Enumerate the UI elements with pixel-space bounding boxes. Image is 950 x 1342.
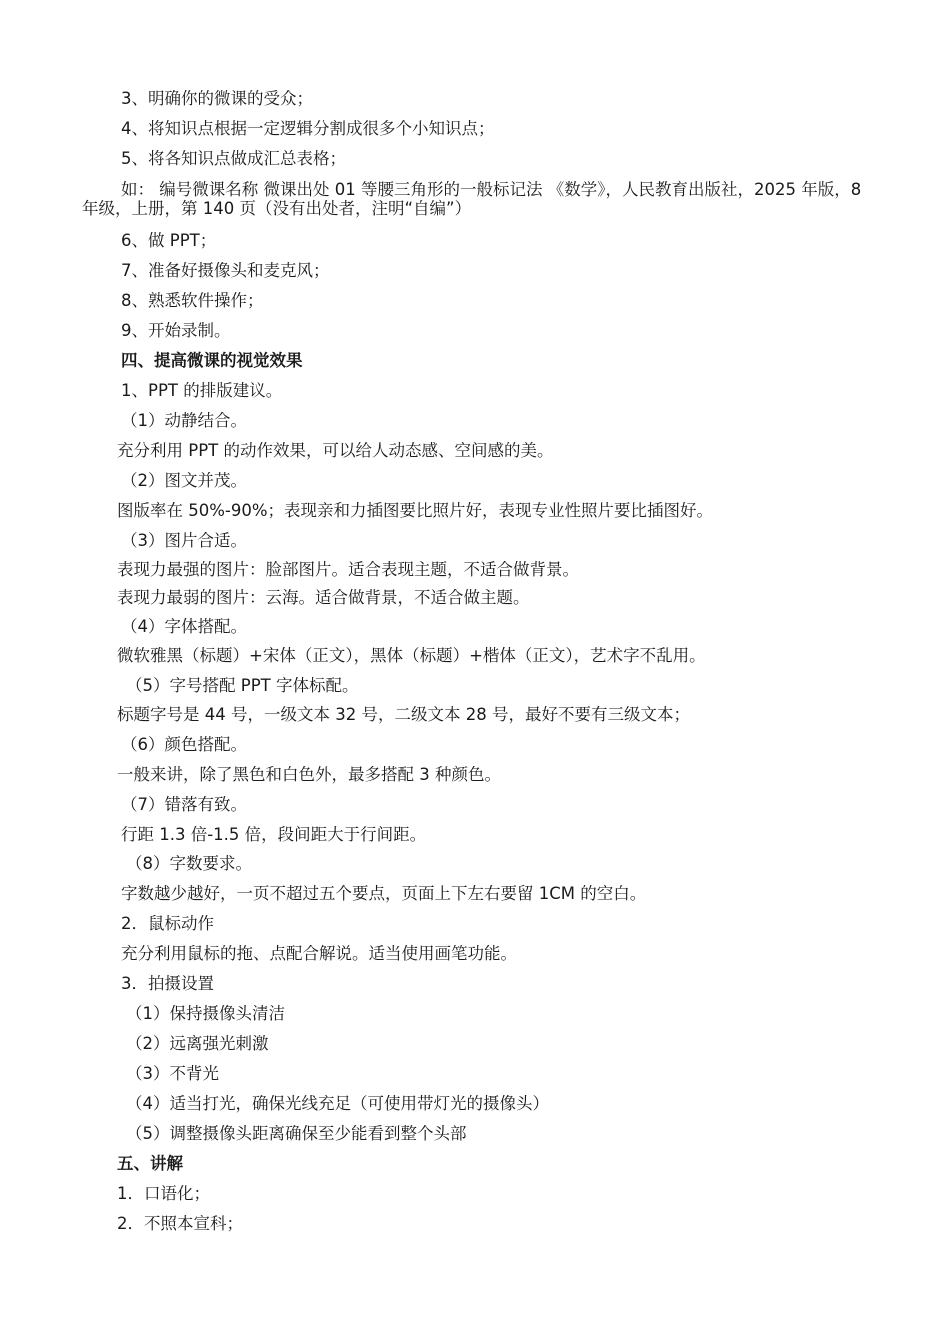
text-word-count: 字数越少越好，一页不超过五个要点，页面上下左右要留 1CM 的空白。 — [121, 884, 647, 903]
item-dynamic-static: （1）动静结合。 — [121, 411, 247, 430]
text-spacing: 行距 1.3 倍-1.5 倍，段间距大于行间距。 — [121, 825, 427, 844]
list-item-make-ppt: 6、做 PPT； — [121, 231, 217, 250]
item-suitable-image: （3）图片合适。 — [121, 531, 247, 550]
list-item-camera-mic: 7、准备好摄像头和麦克风； — [121, 261, 330, 280]
list-item-no-reading: 2．不照本宣科； — [117, 1214, 243, 1233]
text-color: 一般来讲，除了黑色和白色外，最多搭配 3 种颜色。 — [117, 765, 501, 784]
list-item-colloquial: 1．口语化； — [117, 1184, 210, 1203]
text-strongest-image: 表现力最强的图片：脸部图片。适合表现主题，不适合做背景。 — [117, 560, 579, 579]
list-item-record: 9、开始录制。 — [121, 321, 231, 340]
text-font-pairing: 微软雅黑（标题）+宋体（正文），黑体（标题）+楷体（正文），艺术字不乱用。 — [117, 646, 706, 665]
text-dynamic-static: 充分利用 PPT 的动作效果，可以给人动态感、空间感的美。 — [117, 441, 554, 460]
item-image-text: （2）图文并茂。 — [121, 471, 247, 490]
item-word-count: （8）字数要求。 — [126, 854, 252, 873]
subheading-ppt-layout: 1、PPT 的排版建议。 — [121, 381, 283, 400]
list-item-split-points: 4、将知识点根据一定逻辑分割成很多个小知识点； — [121, 119, 495, 138]
section-heading-explain: 五、讲解 — [117, 1154, 183, 1173]
item-camera-distance: （5）调整摄像头距离确保至少能看到整个头部 — [126, 1124, 467, 1143]
item-color: （6）颜色搭配。 — [121, 735, 247, 754]
section-heading-visual: 四、提高微课的视觉效果 — [121, 351, 303, 370]
list-item-audience: 3、明确你的微课的受众； — [121, 89, 313, 108]
item-spacing: （7）错落有致。 — [121, 795, 247, 814]
item-font-size: （5）字号搭配 PPT 字体标配。 — [126, 676, 359, 695]
subheading-camera: 3．拍摄设置 — [121, 974, 214, 993]
text-font-size: 标题字号是 44 号，一级文本 32 号，二级文本 28 号，最好不要有三级文本； — [117, 705, 690, 724]
list-item-software: 8、熟悉软件操作； — [121, 291, 264, 310]
list-item-summary-table: 5、将各知识点做成汇总表格； — [121, 149, 346, 168]
text-mouse: 充分利用鼠标的拖、点配合解说。适当使用画笔功能。 — [121, 944, 517, 963]
text-weakest-image: 表现力最弱的图片：云海。适合做背景，不适合做主题。 — [117, 588, 530, 607]
text-image-rate: 图版率在 50%-90%；表现亲和力插图要比照片好，表现专业性照片要比插图好。 — [117, 501, 714, 520]
subheading-mouse: 2．鼠标动作 — [121, 914, 214, 933]
example-paragraph: 如： 编号微课名称 微课出处 01 等腰三角形的一般标记法 《数学》，人民教育出版社，2025 年版，8 年级，上册，第 140 页（没有出处者，注明“自编”） — [82, 180, 862, 218]
item-clean-camera: （1）保持摄像头清洁 — [126, 1004, 285, 1023]
item-font-pairing: （4）字体搭配。 — [121, 617, 247, 636]
item-no-backlight: （3）不背光 — [126, 1064, 219, 1083]
item-avoid-light: （2）远离强光刺激 — [126, 1034, 269, 1053]
item-lighting: （4）适当打光，确保光线充足（可使用带灯光的摄像头） — [126, 1094, 549, 1113]
